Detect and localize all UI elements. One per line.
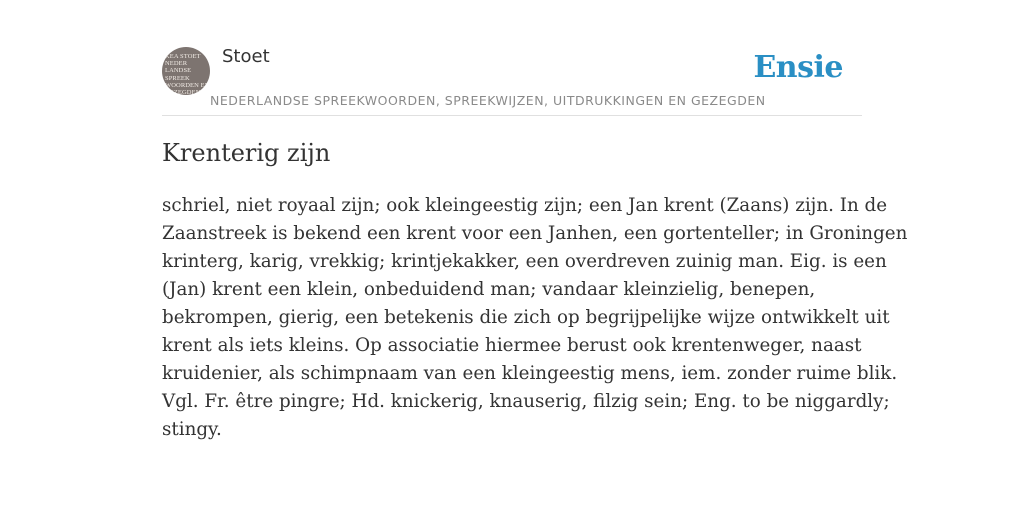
definition-line: kruidenier, als schimpnaam van een kleingeestig mens, iem. zonder ruime blik.	[162, 363, 898, 384]
author-name[interactable]: Stoet	[222, 46, 270, 67]
entry-definition	[162, 192, 908, 444]
definition-line: Zaanstreek is bekend een krent voor een Janhen, een gortenteller; in Groningen	[162, 223, 908, 244]
definition-line: Vgl. Fr. être pingre; Hd. knickerig, knauserig, filzig sein; Eng. to be niggardly;	[162, 391, 890, 412]
avatar-book-cover-text: KEA STOET NEDER LANDSE SPREEK WOORDEN EN GEZEGDEN	[165, 53, 210, 95]
definition-line: krent als iets kleins. Op associatie hiermee berust ook krentenweger, naast	[162, 335, 862, 356]
author-avatar[interactable]	[162, 47, 210, 95]
definition-line: krinterg, karig, vrekkig; krintjekakker, een overdreven zuinig man. Eig. is een	[162, 251, 887, 272]
definition-line: bekrompen, gierig, een betekenis die zich op begrijpelijke wijze ontwikkelt uit	[162, 307, 890, 328]
ensie-logo-link[interactable]: Ensie	[753, 50, 843, 85]
definition-line: schriel, niet royaal zijn; ook kleingeestig zijn; een Jan krent (Zaans) zijn. In de	[162, 195, 888, 216]
source-subtitle[interactable]: NEDERLANDSE SPREEKWOORDEN, SPREEKWIJZEN, UITDRUKKINGEN EN GEZEGDEN	[210, 93, 766, 108]
entry-card	[162, 0, 908, 512]
entry-title: Krenterig zijn	[162, 139, 331, 167]
definition-line: (Jan) krent een klein, onbeduidend man; vandaar kleinzielig, benepen,	[162, 279, 816, 300]
definition-line: stingy.	[162, 419, 222, 440]
header-divider	[162, 115, 862, 116]
